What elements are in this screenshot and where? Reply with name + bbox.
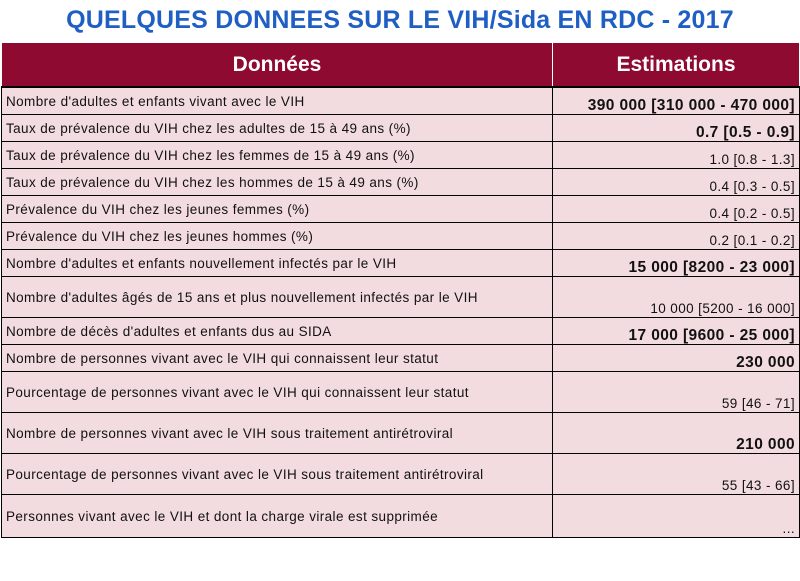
row-label: Prévalence du VIH chez les jeunes hommes (%): [2, 223, 553, 250]
row-label: Pourcentage de personnes vivant avec le VIH qui connaissent leur statut: [2, 372, 553, 413]
table-row: [2, 223, 800, 250]
table-row: [2, 169, 800, 196]
page-title: QUELQUES DONNEES SUR LE VIH/Sida EN RDC - 2017: [66, 6, 734, 34]
hiv-data-table: [1, 42, 800, 538]
table-row: [2, 277, 800, 318]
row-label: Taux de prévalence du VIH chez les hommes de 15 à 49 ans (%): [2, 169, 553, 196]
row-value: 0.2 [0.1 - 0.2]: [553, 223, 800, 250]
row-label: Prévalence du VIH chez les jeunes femmes (%): [2, 196, 553, 223]
row-label: Nombre de personnes vivant avec le VIH qui connaissent leur statut: [2, 345, 553, 372]
column-header-donnees: Données: [2, 43, 553, 88]
column-header-estimations: Estimations: [553, 43, 800, 88]
table-row: [2, 196, 800, 223]
row-value: 1.0 [0.8 - 1.3]: [553, 142, 800, 169]
table-row: [2, 115, 800, 142]
row-label: Nombre d'adultes âgés de 15 ans et plus nouvellement infectés par le VIH: [2, 277, 553, 318]
row-label: Nombre de personnes vivant avec le VIH sous traitement antirétroviral: [2, 413, 553, 454]
table-row: [2, 413, 800, 454]
table-row: [2, 372, 800, 413]
table-row: [2, 318, 800, 345]
row-label: Nombre d'adultes et enfants nouvellement infectés par le VIH: [2, 250, 553, 277]
table-row: [2, 454, 800, 495]
row-value: 210 000: [553, 413, 800, 454]
table-row: [2, 495, 800, 538]
row-value: 10 000 [5200 - 16 000]: [553, 277, 800, 318]
row-value: 390 000 [310 000 - 470 000]: [553, 87, 800, 115]
row-value: 15 000 [8200 - 23 000]: [553, 250, 800, 277]
row-value: 0.4 [0.2 - 0.5]: [553, 196, 800, 223]
row-label: Taux de prévalence du VIH chez les adultes de 15 à 49 ans (%): [2, 115, 553, 142]
row-value: 230 000: [553, 345, 800, 372]
row-value: 55 [43 - 66]: [553, 454, 800, 495]
row-label: Pourcentage de personnes vivant avec le VIH sous traitement antirétroviral: [2, 454, 553, 495]
row-label: Nombre d'adultes et enfants vivant avec le VIH: [2, 87, 553, 115]
row-label: Taux de prévalence du VIH chez les femmes de 15 à 49 ans (%): [2, 142, 553, 169]
row-value: 59 [46 - 71]: [553, 372, 800, 413]
row-value: 0.4 [0.3 - 0.5]: [553, 169, 800, 196]
table-row: [2, 142, 800, 169]
row-label: Personnes vivant avec le VIH et dont la charge virale est supprimée: [2, 495, 553, 538]
table-row: [2, 345, 800, 372]
table-row: [2, 87, 800, 115]
row-value: 17 000 [9600 - 25 000]: [553, 318, 800, 345]
table-header-row: [2, 43, 800, 88]
row-value: 0.7 [0.5 - 0.9]: [553, 115, 800, 142]
row-label: Nombre de décès d'adultes et enfants dus au SIDA: [2, 318, 553, 345]
table-row: [2, 250, 800, 277]
row-value: ...: [553, 495, 800, 538]
